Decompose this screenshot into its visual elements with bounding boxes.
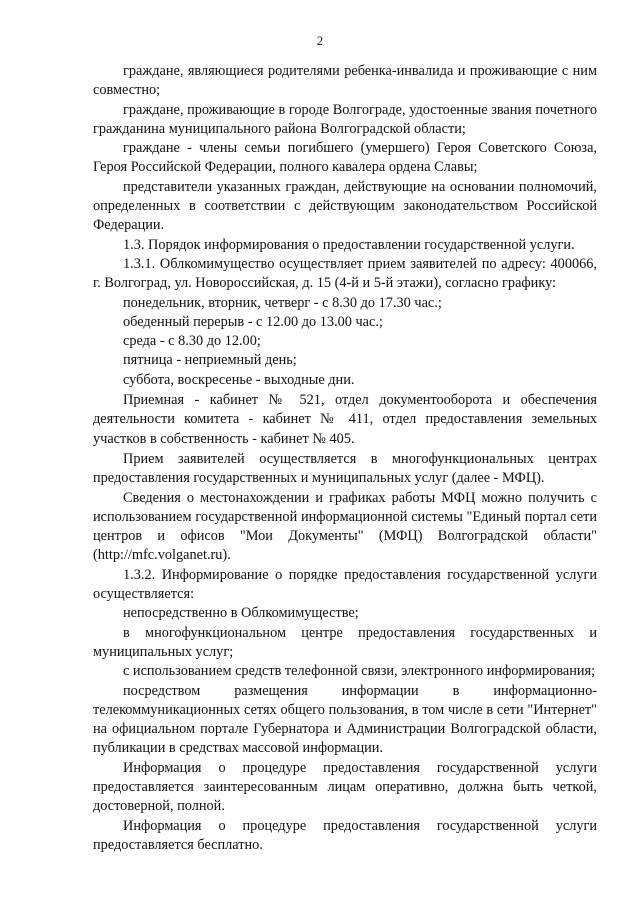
informing-phone: с использованием средств телефонной связи, электронного информирования;: [123, 663, 596, 680]
paragraph-representatives: представители указанных граждан, действующие на основании полномочий, определенных в соответствии с действующим законодательством Российской Федерации.: [93, 178, 597, 234]
schedule-wednesday: среда - с 8.30 до 12.00;: [123, 333, 261, 350]
schedule-lunch-break: обеденный перерыв - с 12.00 до 13.00 час.;: [123, 313, 383, 330]
paragraph-honorary-citizens: граждане, проживающие в городе Волгограде, удостоенные звания почетного гражданина муниципального района Волгоградской области;: [93, 101, 597, 137]
paragraph-mfc-information: Сведения о местонахождении и графиках работы МФЦ можно получить с использованием государственной информационной системы "Единый портал сети центров и офисов "Мои Документы" (МФЦ) Волгоградской области" (http://mfc.volganet.ru).: [93, 489, 597, 564]
informing-mfc: в многофункциональном центре предоставления государственных и муниципальных услуг;: [93, 624, 597, 660]
schedule-weekend: суббота, воскресенье - выходные дни.: [123, 371, 355, 388]
schedule-friday: пятница - неприемный день;: [123, 352, 297, 369]
informing-internet: посредством размещения информации в информационно-телекоммуникационных сетях общего пользования, в том числе в сети "Интернет" на официальном портале Губернатора и Администрации Волгоградской области, публикации в средствах массовой информации.: [93, 682, 597, 757]
informing-directly: непосредственно в Облкомимуществе;: [123, 605, 359, 622]
paragraph-1-3-1-address: 1.3.1. Облкомимущество осуществляет прием заявителей по адресу: 400066, г. Волгоград, ул. Новороссийская, д. 15 (4-й и 5-й этажи), согласно графику:: [93, 255, 597, 292]
paragraph-info-free: Информация о процедуре предоставления государственной услуги предоставляется бесплатно.: [93, 817, 597, 853]
document-body: [93, 62, 597, 855]
paragraph-office-rooms: Приемная - кабинет № 521, отдел документооборота и обеспечения деятельности комитета - кабинет № 411, отдел предоставления земельных участков в собственность - кабинет № 405.: [93, 392, 597, 447]
page-number: 2: [316, 34, 324, 48]
paragraph-parents-of-disabled-child: граждане, являющиеся родителями ребенка-инвалида и проживающие с ним совместно;: [93, 63, 597, 99]
paragraph-mfc-reception: Прием заявителей осуществляется в многофункциональных центрах предоставления государственных и муниципальных услуг (далее - МФЦ).: [93, 450, 597, 487]
paragraph-hero-family-members: граждане - члены семьи погибшего (умершего) Героя Советского Союза, Героя Российской Федерации, полного кавалера ордена Славы;: [93, 140, 597, 176]
schedule-mon-tue-thu: понедельник, вторник, четверг - с 8.30 до 17.30 час.;: [123, 294, 442, 311]
paragraph-1-3-2-informing: 1.3.2. Информирование о порядке предоставления государственной услуги осуществляется:: [93, 566, 597, 603]
paragraph-info-requirements: Информация о процедуре предоставления государственной услуги предоставляется заинтересованным лицам оперативно, должна быть четкой, достоверной, полной.: [93, 759, 597, 815]
section-1-3-heading: 1.3. Порядок информирования о предоставлении государственной услуги.: [123, 236, 575, 253]
